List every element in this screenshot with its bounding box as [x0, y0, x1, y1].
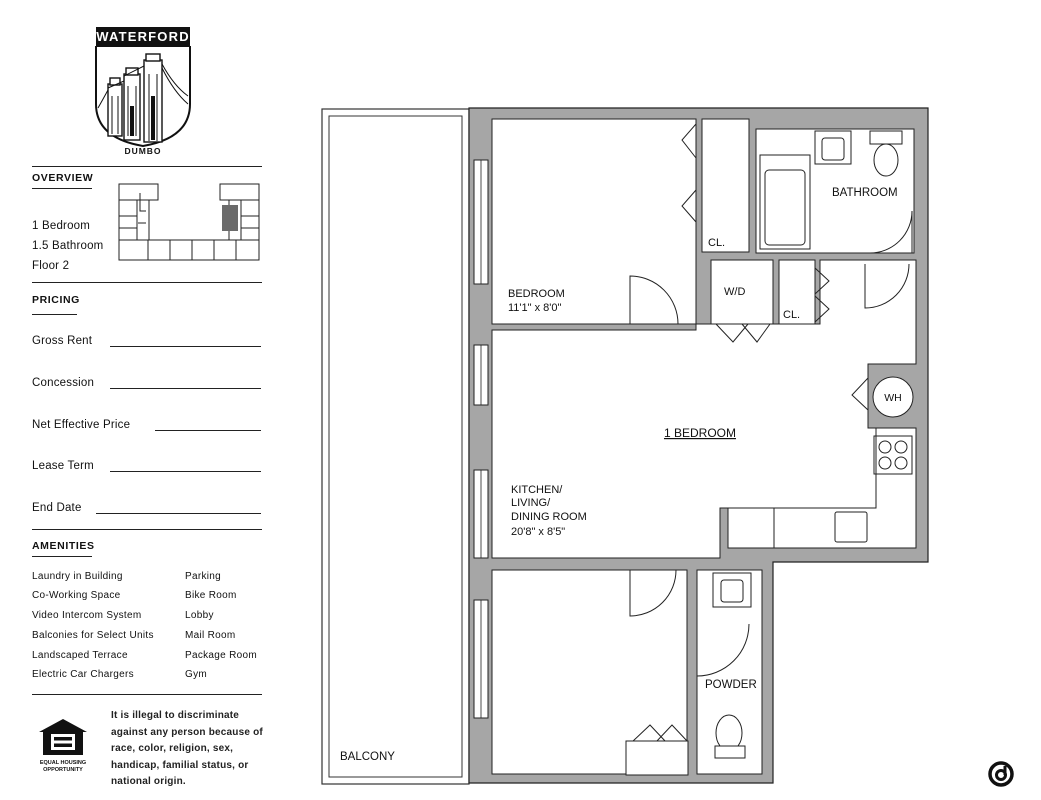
brand-title: WATERFORD — [96, 27, 190, 47]
closet-1-label: CL. — [708, 237, 726, 249]
pricing-label-end-date: End Date — [32, 502, 82, 514]
water-heater-label: WH — [884, 392, 902, 404]
bedroom-dimensions: 11'1" x 8'0" — [508, 302, 562, 314]
pricing-heading: PRICING — [32, 294, 80, 306]
equal-housing-line1: EQUAL HOUSING — [39, 760, 87, 766]
amenity-item: Mail Room — [185, 630, 236, 641]
amenity-item: Laundry in Building — [32, 571, 123, 582]
amenity-item: Package Room — [185, 650, 257, 661]
equal-housing-line2: OPPORTUNITY — [43, 767, 83, 773]
amenity-item: Balconies for Select Units — [32, 630, 154, 641]
burner — [895, 457, 907, 469]
overview-heading: OVERVIEW — [32, 172, 94, 184]
amenity-item: Co-Working Space — [32, 590, 121, 601]
pricing-label-net-effective: Net Effective Price — [32, 419, 131, 431]
amenities-heading: AMENITIES — [32, 540, 95, 552]
amenity-item: Bike Room — [185, 590, 237, 601]
closet-2-label: CL. — [783, 309, 801, 321]
overview-bathrooms: 1.5 Bathroom — [32, 240, 104, 252]
amenity-item: Gym — [185, 669, 208, 680]
living-label-line3: DINING ROOM — [511, 511, 587, 523]
amenity-item: Landscaped Terrace — [32, 650, 128, 661]
powder-sink-basin — [721, 580, 743, 602]
pricing-label-concession: Concession — [32, 377, 95, 389]
bathtub-basin — [765, 170, 805, 245]
amenity-item: Parking — [185, 571, 222, 582]
brand-neighborhood: DUMBO — [124, 146, 162, 156]
living-label-line1: KITCHEN/ — [511, 484, 563, 496]
balcony-label: BALCONY — [340, 751, 395, 763]
burner — [879, 457, 891, 469]
sink-basin — [822, 138, 844, 160]
fair-housing-disclaimer: It is illegal to discriminate against any person because of race, color, religion, sex, handicap, familial status, or national origin. — [111, 710, 263, 787]
bathroom-label: BATHROOM — [832, 187, 898, 199]
burner — [895, 441, 907, 453]
pricing-label-gross-rent: Gross Rent — [32, 335, 93, 347]
unit-label: 1 BEDROOM — [663, 426, 737, 440]
stove — [874, 436, 912, 474]
pricing-label-lease-term: Lease Term — [32, 460, 94, 472]
amenity-item: Lobby — [185, 610, 214, 621]
bedroom-label: BEDROOM — [508, 288, 565, 300]
washer-dryer-label: W/D — [724, 286, 746, 298]
amenity-item: Electric Car Chargers — [32, 669, 134, 680]
closet-1 — [702, 119, 749, 252]
living-label-line2: LIVING/ — [511, 497, 551, 509]
overview-floor: Floor 2 — [32, 260, 70, 272]
toilet-tank — [870, 131, 902, 144]
living-dimensions: 20'8" x 8'5" — [511, 526, 566, 538]
powder-label: POWDER — [705, 679, 757, 691]
balcony-outline — [322, 109, 469, 784]
overview-bedrooms: 1 Bedroom — [32, 220, 91, 232]
burner — [879, 441, 891, 453]
powder-toilet-tank — [715, 746, 745, 758]
brand-swirl-icon — [988, 761, 1014, 787]
kitchen-sink — [835, 512, 867, 542]
amenity-item: Video Intercom System — [32, 610, 142, 621]
storage-closet — [626, 741, 688, 775]
toilet-bowl — [874, 144, 898, 176]
